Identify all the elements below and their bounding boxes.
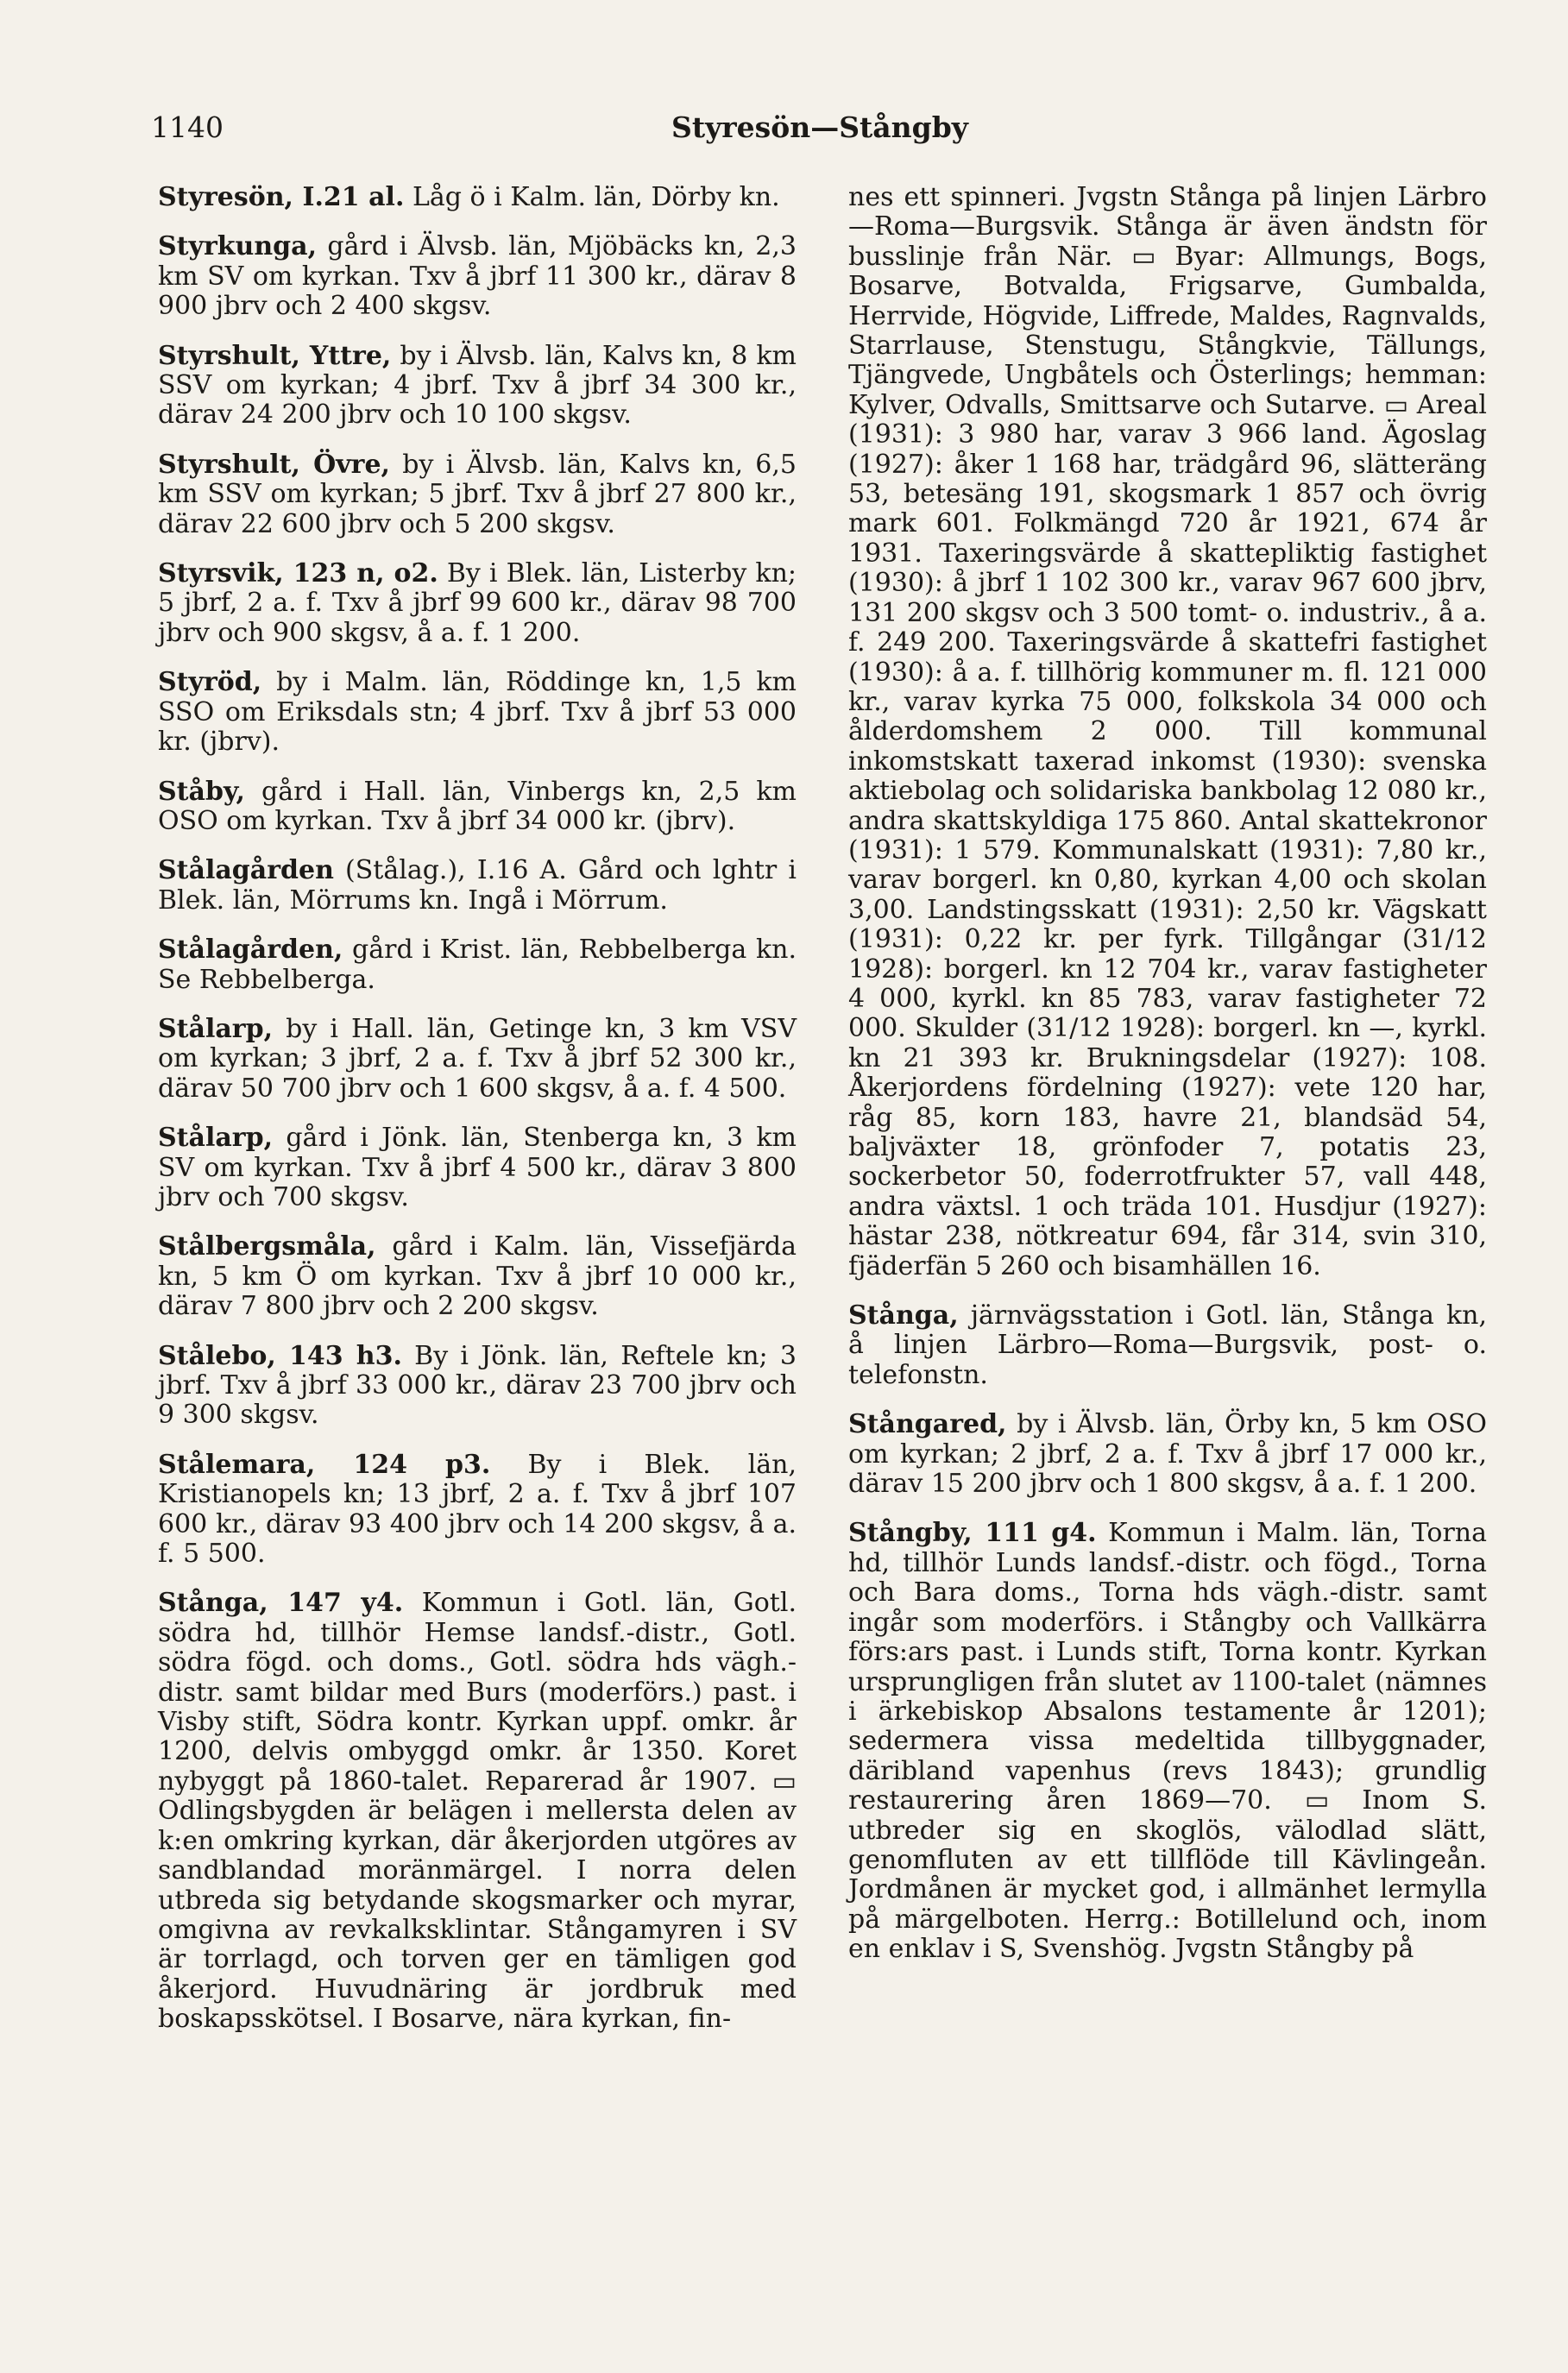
entry-headword: Stånga, xyxy=(848,1300,959,1331)
entry-text: gård i Kalm. län, Vissefjärda kn, 5 km Ö om kyrkan. Txv å jbrf 10 000 kr., därav 7 800 jbrv och 2 200 skgsv. xyxy=(158,1231,797,1322)
entry xyxy=(848,1519,1487,1964)
entry-headword: Styrsvik, 123 n, o2. xyxy=(158,558,438,589)
entry-text: gård i Älvsb. län, Mjöbäcks kn, 2,3 km SV om kyrkan. Txv å jbrf 11 300 kr., därav 8 900 jbrv och 2 400 skgsv. xyxy=(158,231,797,322)
entry-text: by i Hall. län, Getinge kn, 3 km VSV om kyrkan; 3 jbrf, 2 a. f. Txv å jbrf 52 300 kr., därav 50 700 jbrv och 1 600 skgsv, å a. f. 4 500. xyxy=(158,1013,797,1104)
entry-text: By i Blek. län, Listerby kn; 5 jbrf, 2 a. f. Txv å jbrf 99 600 kr., därav 98 700 jbrv och 900 skgsv, å a. f. 1 200. xyxy=(158,558,797,648)
entry-headword: Stångared, xyxy=(848,1409,1007,1440)
entry xyxy=(158,342,797,431)
entry-text: järnvägsstation i Gotl. län, Stånga kn, å linjen Lärbro—Roma—Burgsvik, post- o. telefonstn. xyxy=(848,1300,1487,1390)
entry-headword: Stålagården xyxy=(158,855,334,886)
entry-headword: Stålbergsmåla, xyxy=(158,1231,376,1262)
entry xyxy=(158,1015,797,1104)
entry-text: by i Malm. län, Röddinge kn, 1,5 km SSO om Eriksdals stn; 4 jbrf. Txv å jbrf 53 000 kr. (jbrv). xyxy=(158,667,797,758)
entry-text: by i Älvsb. län, Kalvs kn, 6,5 km SSV om kyrkan; 5 jbrf. Txv å jbrf 27 800 kr., därav 22 600 jbrv och 5 200 skgsv. xyxy=(158,449,797,539)
entry xyxy=(158,559,797,648)
entry xyxy=(158,777,797,837)
entry-text: gård i Krist. län, Rebbelberga kn. Se Rebbelberga. xyxy=(158,935,797,995)
entry xyxy=(158,1451,797,1570)
entry-text: Kommun i Malm. län, Torna hd, tillhör Lunds landsf.-distr. och fögd., Torna och Bara doms., Torna hds vägh.-distr. samt ingår som moderförs. i Stångby och Vallkärra förs:ars past. i Lunds stift, Torna kontr. Kyrkan ursprungligen från slutet av 1100-talet (nämnes i ärkebiskop Absalons testamente år 1201); sedermera vissa medeltida tillbyggnader, däribland vapenhus (revs 1843); grundlig restaurering åren 1869—70. ▭ Inom S. utbreder sig en skoglös, välodlad slätt, genomfluten av ett tillflöde till Kävlingeån. Jordmånen är mycket god, i allmänhet lermylla på märgelboten. Herrg.: Botillelund och, inom en enklav i S, Svenshög. Jvgstn Stångby på xyxy=(848,1518,1487,1965)
entry-headword: Styrshult, Övre, xyxy=(158,449,391,480)
entry xyxy=(158,232,797,321)
entry-text: by i Älvsb. län, Örby kn, 5 km OSO om kyrkan; 2 jbrf, 2 a. f. Txv å jbrf 17 000 kr., därav 15 200 jbrv och 1 800 skgsv, å a. f. 1 200. xyxy=(848,1409,1487,1500)
entry xyxy=(848,1301,1487,1390)
entry xyxy=(158,935,797,995)
entry xyxy=(158,668,797,757)
entry-text: By i Jönk. län, Reftele kn; 3 jbrf. Txv å jbrf 33 000 kr., därav 23 700 jbrv och 9 300 skgsv. xyxy=(158,1340,797,1431)
entry-headword: Stålarp, xyxy=(158,1123,274,1154)
entry-headword: Stånga, 147 y4. xyxy=(158,1588,404,1619)
page-number: 1140 xyxy=(151,110,224,144)
entry xyxy=(158,183,797,212)
entry-headword: Stålebo, 143 h3. xyxy=(158,1340,402,1371)
running-title: Styresön—Stångby xyxy=(671,110,968,144)
entry xyxy=(158,1124,797,1212)
entry xyxy=(848,183,1487,1281)
entry-text: gård i Jönk. län, Stenberga kn, 3 km SV om kyrkan. Txv å jbrf 4 500 kr., därav 3 800 jbrv och 700 skgsv. xyxy=(158,1123,797,1212)
entry xyxy=(158,1232,797,1321)
entry-headword: Styresön, I.21 al. xyxy=(158,182,405,212)
entry-headword: Stålarp, xyxy=(158,1013,274,1044)
entry-headword: Styröd, xyxy=(158,667,262,698)
entry xyxy=(848,1410,1487,1499)
left-column xyxy=(158,183,797,2055)
entry xyxy=(158,1342,797,1431)
entry-headword: Styrkunga, xyxy=(158,231,318,262)
entry-headword: Stångby, 111 g4. xyxy=(848,1518,1097,1549)
entry xyxy=(158,1589,797,2034)
entry-headword: Ståby, xyxy=(158,776,245,807)
entry-text: by i Älvsb. län, Kalvs kn, 8 km SSV om kyrkan; 4 jbrf. Txv å jbrf 34 300 kr., därav 24 200 jbrv och 10 100 skgsv. xyxy=(158,340,797,431)
entry-text: nes ett spinneri. Jvgstn Stånga på linjen Lärbro—Roma—Burgsvik. Stånga är även ändstn för busslinje från När. ▭ Byar: Allmungs, Bogs, Bosarve, Botvalda, Frigsarve, Gumbalda, Herrvide, Högvide, Liffrede, Maldes, Ragnvalds, Starrlause, Stenstugu, Stångkvie, Tällungs, Tjängvede, Ungbåtels och Österlings; hemman: Kylver, Odvalls, Smittsarve och Sutarve. ▭ Areal (1931): 3 980 har, varav 3 966 land. Ägoslag (1927): åker 1 168 har, trädgård 96, slätteräng 53, betesäng 191, skogsmark 1 857 och övrig mark 601. Folkmängd 720 år 1921, 674 år 1931. Taxeringsvärde å skattepliktig fastighet (1930): å jbrf 1 102 300 kr., varav 967 600 jbrv, 131 200 skgsv och 3 500 tomt- o. industriv., å a. f. 249 200. Taxeringsvärde å skattefri fastighet (1930): å a. f. tillhörig kommuner m. fl. 121 000 kr., varav kyrka 75 000, folkskola 34 000 och ålderdomshem 2 000. Till kommunal inkomstskatt taxerad inkomst (1930): svenska aktiebolag och solidariska bankbolag 12 080 kr., andra skattskyldiga 175 860. Antal skattekronor (1931): 1 579. Kommunalskatt (1931): 7,80 kr., varav borgerl. kn 0,80, kyrkan 4,00 och skolan 3,00. Landstingsskatt (1931): 2,50 kr. Vägskatt (1931): 0,22 kr. per fyrk. Tillgångar (31/12 1928): borgerl. kn 12 704 kr., varav fastigheter 4 000, kyrkl. kn 85 783, varav fastigheter 72 000. Skulder (31/12 1928): borgerl. kn —, kyrkl. kn 21 393 kr. Brukningsdelar (1927): 108. Åkerjordens fördelning (1927): vete 120 har, råg 85, korn 183, havre 21, blandsäd 54, baljväxter 18, grönfoder 7, potatis 23, sockerbetor 50, foderrotfrukter 57, vall 448, andra växtsl. 1 och träda 101. Husdjur (1927): hästar 238, nötkreatur 694, får 314, svin 310, fjäderfän 5 260 och bisamhällen 16. xyxy=(848,182,1487,1281)
entry-text: Låg ö i Kalm. län, Dörby kn. xyxy=(404,182,780,212)
entry-headword: Stålemara, 124 p3. xyxy=(158,1449,491,1480)
entry-text: gård i Hall. län, Vinbergs kn, 2,5 km OSO om kyrkan. Txv å jbrf 34 000 kr. (jbrv). xyxy=(158,776,797,836)
entry-text: Kommun i Gotl. län, Gotl. södra hd, tillhör Hemse landsf.-distr., Gotl. södra fögd. och doms., Gotl. södra hds vägh.-distr. samt bildar med Burs (moderförs.) past. i Visby stift, Södra kontr. Kyrkan uppf. omkr. år 1200, delvis ombyggd omkr. år 1350. Koret nybyggt på 1860-talet. Reparerad år 1907. ▭ Odlingsbygden är belägen i mellersta delen av k:en omkring kyrkan, där åkerjorden utgöres av sandblandad moränmärgel. I norra delen utbreda sig betydande skogsmarker och myrar, omgivna av revkalksklintar. Stångamyren i SV är torrlagd, och torven ger en tämligen god åkerjord. Huvudnäring är jordbruk med boskapsskötsel. I Bosarve, nära kyrkan, fin- xyxy=(158,1588,797,2035)
page-header xyxy=(151,110,1489,154)
entry-text: By i Blek. län, Kristianopels kn; 13 jbrf, 2 a. f. Txv å jbrf 107 600 kr., därav 93 400 jbrv och 14 200 skgsv, å a. f. 5 500. xyxy=(158,1449,797,1570)
right-column xyxy=(848,183,1487,1985)
entry xyxy=(158,450,797,539)
entry-headword: Stålagården, xyxy=(158,935,343,966)
entry xyxy=(158,856,797,916)
entry-headword: Styrshult, Yttre, xyxy=(158,340,392,371)
entry-text: (Stålag.), I.16 A. Gård och lghtr i Blek. län, Mörrums kn. Ingå i Mörrum. xyxy=(158,855,797,916)
